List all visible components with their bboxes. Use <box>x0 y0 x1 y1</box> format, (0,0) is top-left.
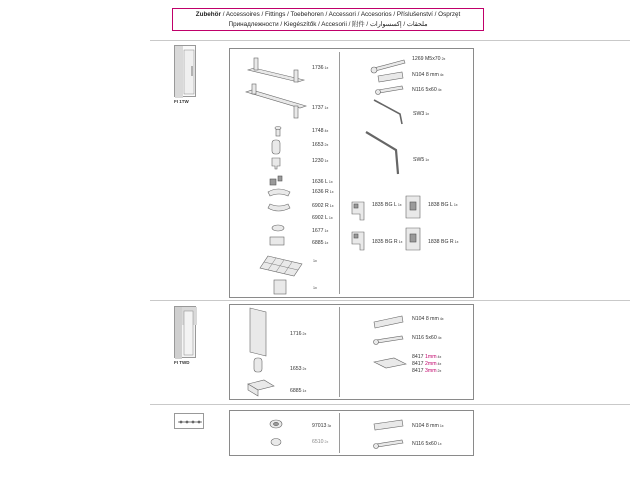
shim-label: 8417 3mm2x <box>412 368 442 374</box>
wood-screw-icon <box>376 86 404 95</box>
part-label: 1838 BG R1x <box>428 239 459 245</box>
header-title: Zubehör <box>195 11 221 18</box>
header-languages-2: Принадлежности / Kiegészítők / Accesorii / 附件 / ملحقات / إكسسوارات <box>228 21 428 28</box>
part-label: 16532x <box>290 366 307 372</box>
part-label: 12301x <box>312 158 329 164</box>
part-label: 6902 R1x <box>312 203 334 209</box>
separator-top <box>150 40 630 41</box>
part-label: 17484x <box>312 128 329 134</box>
part-label: SW51x <box>413 157 430 163</box>
part-label: 6902 L1x <box>312 215 333 221</box>
wood-screw-icon <box>374 336 404 345</box>
part-label: 970133x <box>312 423 332 429</box>
header-languages: / Accessoires / Fittings / Toebehoren / Accessori / Accesorios / Příslušenství / Osprzęt <box>220 11 461 18</box>
thumbnail-label: FI 1TW <box>174 99 189 104</box>
shim-label: 8417 1mm4x <box>412 354 442 360</box>
screw-icon <box>371 60 405 73</box>
block-icon <box>270 237 284 245</box>
part-label: 1636 R1x <box>312 189 334 195</box>
part-label: 68851x <box>290 388 307 394</box>
end-cap-icon <box>270 176 282 185</box>
part-label: 17162x <box>290 331 307 337</box>
accessories-header <box>172 8 484 31</box>
part-label: 16532x <box>312 142 329 148</box>
fittings-row-icon <box>175 414 205 430</box>
label-plate-icon <box>274 280 286 294</box>
allen-key-large-icon <box>366 132 398 174</box>
rosette-icon <box>270 420 282 428</box>
part-label: 17361x <box>312 65 329 71</box>
wall-plug-icon <box>374 420 403 430</box>
fixing-screw-icon <box>275 127 281 137</box>
part-label: 1838 BG L1x <box>428 202 458 208</box>
stopper-icon <box>272 225 284 231</box>
part-label: N104 8 mm1x <box>412 423 444 429</box>
part-label: 1835 BG R1x <box>372 239 403 245</box>
wall-plug-icon <box>378 72 403 82</box>
thumbnail-label: FI TWD <box>174 360 190 365</box>
thumbnail-fittings-set <box>174 413 204 429</box>
part-label: 1636 L1x <box>312 179 333 185</box>
seal-profile-icon <box>268 189 290 211</box>
part-label: SW31x <box>413 111 430 117</box>
shower-door-icon <box>175 46 197 98</box>
panel2-right-drawings <box>344 306 472 398</box>
block-icon <box>248 380 274 396</box>
clip-icon <box>272 140 280 154</box>
part-label: N104 8 mm4x <box>412 72 444 78</box>
hinge-bracket-icon <box>406 196 420 218</box>
shower-panel-icon <box>175 307 197 359</box>
separator-bottom <box>150 404 630 405</box>
panel3-left-drawings <box>240 412 340 456</box>
part-label: 1x <box>313 286 317 290</box>
glass-panel-icon <box>250 308 266 356</box>
clip-icon <box>254 358 262 372</box>
panel1-right-drawings <box>344 52 472 297</box>
part-label: 65102x <box>312 439 329 445</box>
cap-icon <box>271 439 281 446</box>
wall-plug-icon <box>374 316 403 328</box>
shim-label: 8417 2mm4x <box>412 361 442 367</box>
thumbnail-fi-1tw <box>174 45 196 97</box>
part-label: 1835 BG L1x <box>372 202 402 208</box>
tile-grid-icon <box>260 256 302 276</box>
part-label: 68851x <box>312 240 329 246</box>
part-label: 17371x <box>312 105 329 111</box>
panel1-left-drawings <box>240 52 340 297</box>
part-label: 16771x <box>312 228 329 234</box>
part-label: N104 8 mm4x <box>412 316 444 322</box>
allen-key-small-icon <box>374 100 402 124</box>
hinge-bracket-icon <box>352 232 364 250</box>
hinge-bracket-icon <box>406 228 420 250</box>
part-label: 1269 M5x702x <box>412 56 446 62</box>
part-label: N116 5x604x <box>412 87 442 93</box>
handle-bar-icon <box>248 58 304 82</box>
wood-screw-icon <box>374 440 404 449</box>
part-label: N116 5x601x <box>412 441 442 447</box>
part-label: 1x <box>313 259 317 263</box>
panel3-right-drawings <box>344 412 472 456</box>
part-label: N116 5x604x <box>412 335 442 341</box>
separator-mid <box>150 300 630 301</box>
hinge-bracket-icon <box>352 202 364 220</box>
handle-bar-long-icon <box>246 84 306 118</box>
hook-icon <box>272 158 280 169</box>
shim-icon <box>374 358 406 368</box>
panel2-left-drawings <box>240 306 340 398</box>
thumbnail-fi-twd <box>174 306 196 358</box>
